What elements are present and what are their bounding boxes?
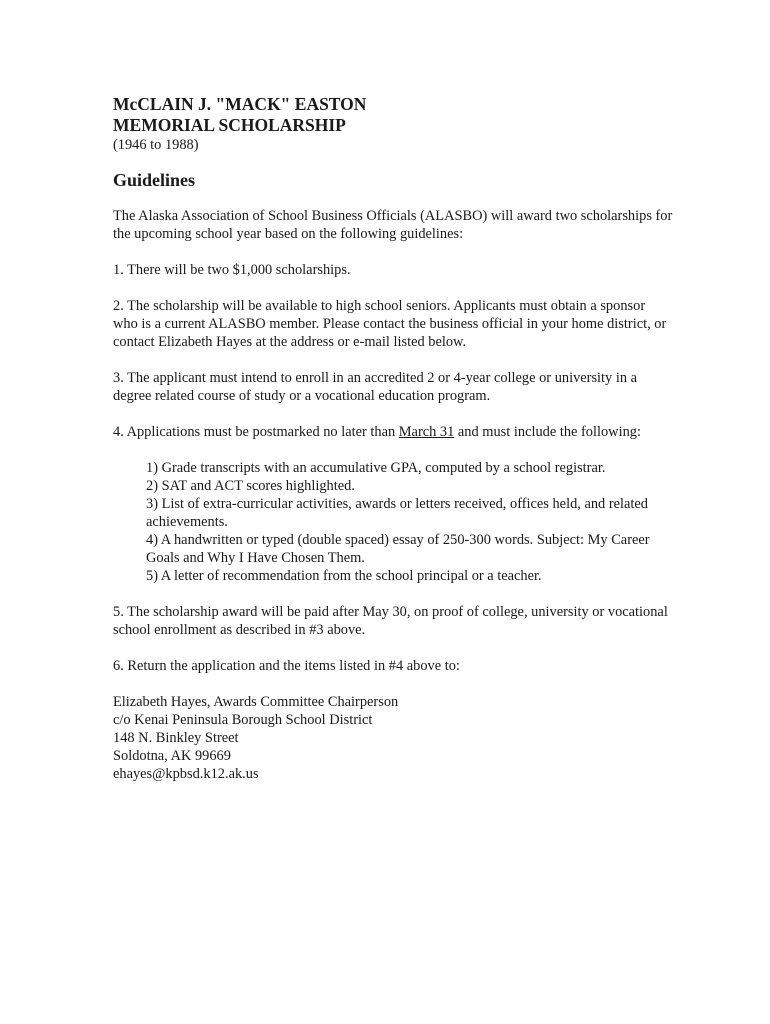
guideline-item-1: 1. There will be two $1,000 scholarships. [113,262,351,278]
contact-organization: c/o Kenai Peninsula Borough School District [113,712,373,728]
requirement-item: 5) A letter of recommendation from the school principal or a teacher. [146,568,542,584]
guideline-item-2: 2. The scholarship will be available to high school seniors. Applicants must obtain a sponsor who is a current ALASBO member. Please contact the business official in your home district, or contact Elizabeth Hayes at the address or e-mail listed below. [113,298,667,350]
document-page [113,94,673,783]
contact-name: Elizabeth Hayes, Awards Committee Chairperson [113,694,399,710]
requirement-item: 1) Grade transcripts with an accumulative GPA, computed by a school registrar. [146,460,606,476]
contact-street: 148 N. Binkley Street [113,730,239,746]
contact-address-block [113,693,673,783]
requirement-item: 3) List of extra-curricular activities, awards or letters received, offices held, and related achievements. [146,496,648,530]
intro-paragraph: The Alaska Association of School Business Officials (ALASBO) will award two scholarships for the upcoming school year based on the following guidelines: [113,208,673,242]
guideline-item-4-text-start: 4. Applications must be postmarked no later than [113,424,399,440]
document-title-line-1: McCLAIN J. "MACK" EASTON [113,94,367,114]
section-heading-guidelines: Guidelines [113,170,196,190]
document-title-line-2: MEMORIAL SCHOLARSHIP [113,115,346,135]
guideline-item-5: 5. The scholarship award will be paid after May 30, on proof of college, university or vocational school enrollment as described in #3 above. [113,604,668,638]
contact-city: Soldotna, AK 99669 [113,748,231,764]
guideline-item-4-text-end: and must include the following: [454,424,641,440]
guideline-item-6: 6. Return the application and the items listed in #4 above to: [113,658,460,674]
deadline-date: March 31 [398,424,455,440]
contact-email: ehayes@kpbsd.k12.ak.us [113,766,259,782]
guideline-item-3: 3. The applicant must intend to enroll in an accredited 2 or 4-year college or university in a degree related course of study or a vocational education program. [113,370,638,404]
requirement-item: 4) A handwritten or typed (double spaced) essay of 250-300 words. Subject: My Career Goals and Why I Have Chosen Them. [146,532,650,566]
guideline-item-4 [113,423,673,441]
requirements-list [113,459,673,585]
requirement-item: 2) SAT and ACT scores highlighted. [146,478,355,494]
document-years: (1946 to 1988) [113,137,199,153]
